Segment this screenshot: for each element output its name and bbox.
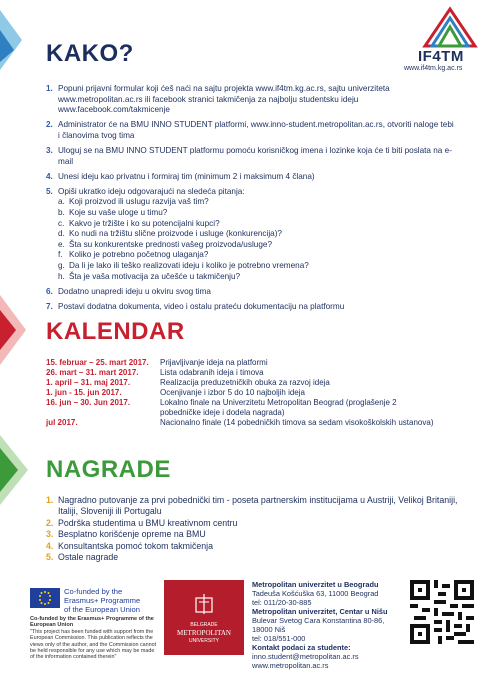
contact-line: tel: 011/20-30-885 (252, 598, 312, 607)
kalendar-row: 15. februar – 25. mart 2017. Prijavljivanje ideja na platformi (46, 358, 268, 367)
nagrada-item: 4. Konsultantska pomoć tokom takmičenja (46, 540, 213, 551)
contact-title: Metropolitan univerzitet, Centar u Nišu (252, 607, 388, 616)
metropolitan-logo-line: BELGRADE (190, 622, 218, 628)
question-a: a. Koji proizvod ili uslugu razvija vaš tim? (58, 197, 209, 207)
question-f: f. Koliko je potrebno početnog ulaganja? (58, 250, 209, 260)
logo-name: IF4TM (418, 48, 464, 65)
eu-caption-line: Erasmus+ Programme (64, 596, 141, 605)
eu-disclaimer (30, 616, 158, 661)
nagrada-item: 2. Podrška studentima u BMU kreativnom centru (46, 517, 238, 528)
decorative-ribbon-top (0, 0, 40, 110)
contact-title: Metropolitan univerzitet u Beogradu (252, 580, 379, 589)
logo-url: www.if4tm.kg.ac.rs (404, 65, 463, 72)
kako-step-2: 2. Administrator će na BMU INNO STUDENT platformi, www.inno-student.metropolitan.ac.rs, otvoriti naloge tebi i članovima tvog tima (46, 120, 454, 140)
contact-line: 18000 Niš (252, 625, 286, 634)
kako-question-list (46, 197, 456, 282)
kako-step-7: 7. Postavi dodatna dokumenta, video i ostalu prateću dokumentaciju na platformu (46, 301, 345, 311)
eu-disclaimer-title: Co-funded by the Erasmus+ Programme of the European Union (30, 616, 154, 629)
nagrade-list (46, 495, 466, 563)
kalendar-row: 1. jun - 15. jun 2017. Ocenjivanje i izbor 5 do 10 najboljih ideja (46, 388, 305, 397)
question-d: d. Ko nudi na tržištu slične proizvode i usluge (konkurencija)? (58, 229, 282, 239)
question-c: c. Kakvo je tržište i ko su potencijalni kupci? (58, 218, 220, 228)
nagrade-heading: NAGRADE (46, 456, 171, 483)
kalendar-table (46, 358, 436, 428)
eu-caption-line: Co-funded by the (64, 587, 123, 596)
metropolitan-logo-line: UNIVERSITY (188, 638, 219, 644)
metropolitan-logo (164, 580, 244, 655)
contact-line: tel: 018/551-000 (252, 634, 306, 643)
contact-line: Bulevar Svetog Cara Konstantina 80-86, (252, 616, 385, 625)
question-h: h. Šta je vaša motivacija za učešće u takmičenju? (58, 271, 241, 281)
question-g: g. Da li je lako ili teško realizovati ideju i koliko je potrebno vremena? (58, 260, 309, 270)
contact-line: www.metropolitan.ac.rs (252, 661, 329, 670)
kalendar-row: jul 2017. Nacionalno finale (14 pobedničkih timova sa sedam visokoškolskih ustanova) (46, 418, 434, 427)
decorative-ribbon-middle (0, 290, 40, 370)
kako-step-5: 5. Opiši ukratko ideju odgovarajući na sledeća pitanja: (46, 186, 245, 196)
kalendar-row: 1. april – 31. maj 2017. Realizacija preduzetničkih obuka za razvoj ideja (46, 378, 330, 387)
question-e: e. Šta su konkurentske prednosti vašeg proizvoda/usluge? (58, 239, 272, 249)
contact-info (252, 580, 402, 670)
eu-caption-line: of the European Union (64, 605, 140, 614)
eu-disclaimer-text: "This project has been funded with support from the European Commission. This publication reflects the views only of the author, and the Commission cannot be held responsible for any use which may be made of the information contained therein" (30, 628, 157, 661)
metropolitan-logo-line: METROPOLITAN (177, 629, 231, 637)
decorative-ribbon-bottom (0, 430, 40, 510)
eu-flag-icon (30, 588, 60, 608)
nagrada-item: 3. Besplatno korišćenje opreme na BMU (46, 529, 206, 540)
qr-code-icon (410, 580, 474, 644)
question-b: b. Koje su vaše uloge u timu? (58, 207, 168, 217)
kako-step-1: 1. Popuni prijavni formular koji ćeš naći na sajtu projekta www.if4tm.kg.ac.rs, sajtu univerziteta www.metropolitan.ac.rs ili facebook stranici takmičenja za najbolju studentsku ideju www.facebook.com/takmicenje (46, 84, 390, 115)
contact-line: inno.student@metropolitan.ac.rs (252, 652, 359, 661)
if4tm-logo-icon (420, 6, 480, 50)
kalendar-row: 26. mart – 31. mart 2017. Lista odabranih ideja i timova (46, 368, 264, 377)
kalendar-heading: KALENDAR (46, 318, 185, 345)
contact-line: Tadeuša Košćuška 63, 11000 Beograd (252, 589, 379, 598)
kalendar-row: 16. jun – 30. Jun 2017. Lokalno finale na Univerzitetu Metropolitan Beograd (proglašenje 2 pobedničke ideje i dodela nagrada) (46, 398, 397, 417)
nagrada-item: 1. Nagradno putovanje za prvi pobednički tim - poseta partnerskim institucijama u Austriji, Velikoj Britaniji, Italiji, Sloveniji ili Portugalu (46, 495, 458, 517)
eu-caption (64, 587, 140, 614)
kako-heading: KAKO? (46, 40, 134, 67)
kako-step-6: 6. Dodatno unapredi ideju u okviru svog tima (46, 286, 211, 296)
contact-title: Kontakt podaci za studente: (252, 643, 351, 652)
kako-steps (46, 84, 456, 317)
kako-step-3: 3. Uloguj se na BMU INNO STUDENT platformu pomoću korisničkog imena i lozinke koja će ti biti poslata na e-mail (46, 145, 452, 166)
nagrada-item: 5. Ostale nagrade (46, 552, 119, 563)
metropolitan-emblem-icon (194, 592, 214, 616)
kako-step-4: 4. Unesi ideju kao privatnu i formiraj tim (minimum 2 i maksimum 4 člana) (46, 171, 315, 181)
